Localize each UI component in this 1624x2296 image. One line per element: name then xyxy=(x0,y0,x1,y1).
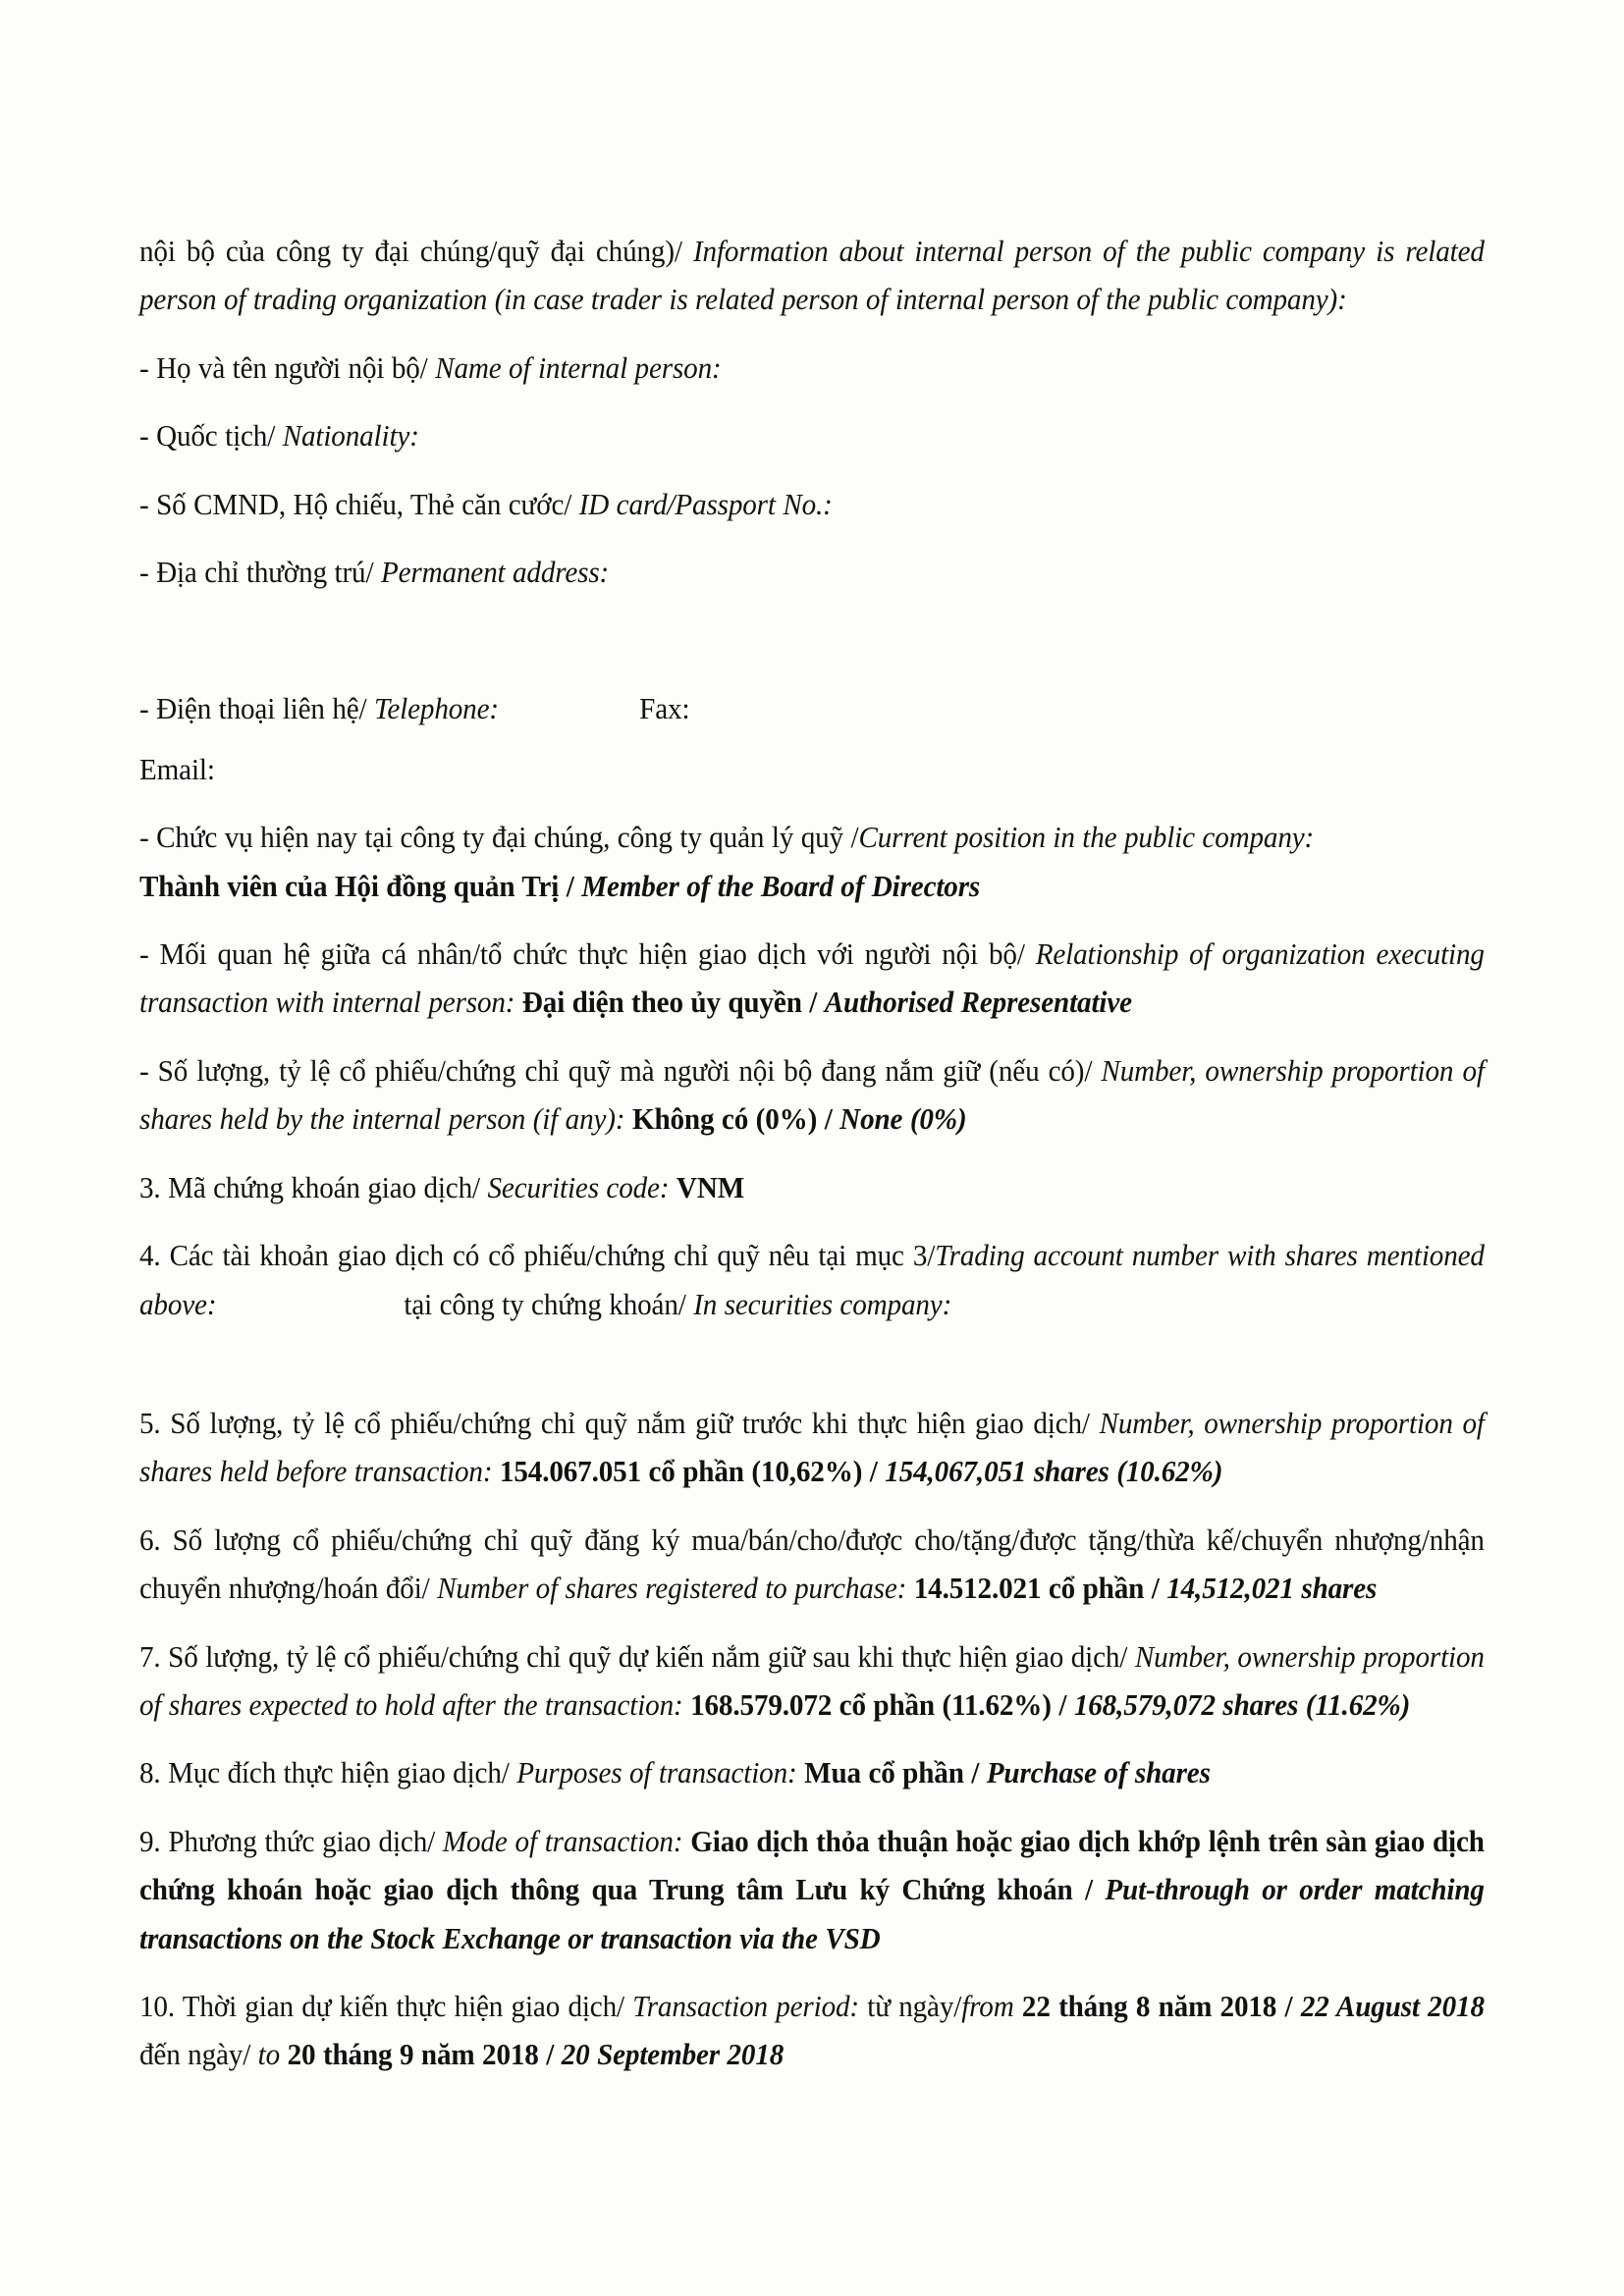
item-8-value-en: Purchase of shares xyxy=(986,1756,1211,1790)
document-body xyxy=(139,228,1485,2100)
field-telephone-vi: - Điện thoại liên hệ/ xyxy=(139,692,367,726)
item-10-to-value-en: 20 September 2018 xyxy=(561,2038,785,2072)
item-6-value-vi: 14.512.021 cổ phần xyxy=(913,1572,1145,1606)
item-9-en: Mode of transaction: xyxy=(435,1824,691,1858)
item-7-number: 7. xyxy=(139,1639,161,1674)
item-5-number: 5. xyxy=(139,1406,161,1440)
item-9-vi: Phương thức giao dịch/ xyxy=(160,1824,436,1858)
item-6-separator: / xyxy=(1144,1572,1167,1606)
item-4-trading-account xyxy=(139,1232,1485,1329)
item-10-to-value-vi: 20 tháng 9 năm 2018 xyxy=(287,2038,539,2072)
item-8-separator: / xyxy=(963,1756,987,1790)
item-10-to-label-en: to xyxy=(250,2038,288,2072)
item-6-shares-registered xyxy=(139,1517,1485,1614)
item-7-shares-after xyxy=(139,1633,1485,1731)
field-nationality-en: Nationality: xyxy=(275,419,419,454)
item-4-number: 4. xyxy=(139,1239,161,1273)
item-3-securities-code xyxy=(139,1164,1485,1212)
field-relationship-value-vi: Đại diện theo ủy quyền xyxy=(521,986,802,1020)
header-paragraph-en: Information about internal person of the public company is related person of trading organization (in case trader is related person of internal person of the public company): xyxy=(139,235,1485,317)
item-10-vi: Thời gian dự kiến thực hiện giao dịch/ xyxy=(174,1989,624,2023)
item-5-separator: / xyxy=(862,1455,886,1489)
item-9-value-vi: Giao dịch thỏa thuận hoặc giao dịch khớp lệnh trên sàn giao dịch chứng khoán hoặc giao dịch thông qua Trung tâm Lưu ký Chứng khoán xyxy=(139,1824,1485,1907)
field-relationship-vi: - Mối quan hệ giữa cá nhân/tổ chức thực hiện giao dịch với người nội bộ/ xyxy=(139,937,1025,972)
field-telephone-en: Telephone: xyxy=(366,692,499,726)
field-current-position-value-en: Member of the Board of Directors xyxy=(581,869,981,903)
item-4-trailing-en: In securities company: xyxy=(685,1287,952,1321)
field-permanent-address xyxy=(139,549,1485,597)
field-internal-person-holdings-en: Number, ownership proportion of shares held by the internal person (if any): xyxy=(139,1053,1485,1137)
field-relationship-value-en: Authorised Representative xyxy=(824,986,1132,1020)
field-email-label: Email: xyxy=(139,752,215,786)
item-8-en: Purposes of transaction: xyxy=(509,1756,805,1790)
field-id-card-en: ID card/Passport No.: xyxy=(571,487,833,521)
field-relationship-separator: / xyxy=(801,986,825,1020)
item-7-value-vi: 168.579.072 cổ phần (11.62%) xyxy=(690,1687,1052,1722)
item-10-from-label-vi: từ ngày/ xyxy=(867,1989,962,2023)
field-internal-person-holdings-separator: / xyxy=(817,1102,840,1137)
item-7-separator: / xyxy=(1051,1687,1074,1722)
field-id-card-vi: - Số CMND, Hộ chiếu, Thẻ căn cước/ xyxy=(139,487,572,521)
item-7-value-en: 168,579,072 shares (11.62%) xyxy=(1073,1687,1411,1722)
field-internal-person-holdings-value-vi: Không có (0%) xyxy=(631,1102,818,1137)
field-name-of-internal-person xyxy=(139,345,1485,393)
field-current-position-value-vi: Thành viên của Hội đồng quản Trị xyxy=(139,869,560,903)
field-name-vi: - Họ và tên người nội bộ/ xyxy=(139,350,428,385)
item-6-en: Number of shares registered to purchase: xyxy=(429,1572,914,1606)
field-id-card xyxy=(139,481,1485,529)
field-relationship-en: Relationship of organization executing transaction with internal person: xyxy=(139,937,1485,1020)
item-10-from-separator: / xyxy=(1276,1989,1301,2023)
item-4-en: Trading account number with shares mentioned above: xyxy=(139,1239,1485,1321)
item-9-number: 9. xyxy=(139,1824,161,1858)
item-10-transaction-period xyxy=(139,1983,1485,2080)
item-5-en: Number, ownership proportion of shares held before transaction: xyxy=(139,1406,1485,1489)
item-7-vi: Số lượng, tỷ lệ cổ phiếu/chứng chỉ quỹ dự kiến nắm giữ sau khi thực hiện giao dịch/ xyxy=(160,1639,1128,1674)
field-telephone xyxy=(139,685,1485,733)
blank-spacer-item4 xyxy=(139,1374,1485,1400)
field-current-position-en: Current position in the public company: xyxy=(858,821,1315,855)
item-6-number: 6. xyxy=(139,1522,161,1557)
field-email xyxy=(139,746,1485,794)
item-8-number: 8. xyxy=(139,1756,161,1790)
item-5-shares-before xyxy=(139,1400,1485,1497)
header-paragraph xyxy=(139,228,1485,325)
item-9-value-en: Put-through or order matching transactions on the Stock Exchange or transaction via the VSD xyxy=(139,1873,1485,1955)
item-10-to-label-vi: đến ngày/ xyxy=(139,2038,251,2072)
item-9-mode xyxy=(139,1818,1485,1963)
header-paragraph-vi: nội bộ của công ty đại chúng/quỹ đại chúng)/ xyxy=(139,235,682,268)
item-10-from-value-en: 22 August 2018 xyxy=(1300,1989,1485,2023)
item-3-vi: Mã chứng khoán giao dịch/ xyxy=(160,1170,480,1204)
item-9-separator: / xyxy=(1072,1873,1106,1907)
field-current-position-separator: / xyxy=(559,869,582,903)
item-10-from-label-en: from xyxy=(961,1989,1022,2023)
item-5-value-en: 154,067,051 shares (10.62%) xyxy=(885,1455,1223,1489)
field-nationality xyxy=(139,412,1485,460)
field-internal-person-holdings xyxy=(139,1047,1485,1145)
item-6-vi: Số lượng cổ phiếu/chứng chỉ quỹ đăng ký mua/bán/cho/được cho/tặng/được tặng/thừa kế/chuyển nhượng/nhận chuyển nhượng/hoán đổi/ xyxy=(139,1522,1485,1606)
blank-spacer-address xyxy=(139,642,1485,685)
field-permanent-address-vi: - Địa chỉ thường trú/ xyxy=(139,556,374,590)
field-nationality-vi: - Quốc tịch/ xyxy=(139,419,276,454)
item-10-en: Transaction period: xyxy=(623,1989,868,2023)
field-permanent-address-en: Permanent address: xyxy=(373,556,610,590)
item-3-number: 3. xyxy=(139,1170,161,1204)
item-7-en: Number, ownership proportion of shares expected to hold after the transaction: xyxy=(139,1639,1485,1722)
item-3-value: VNM xyxy=(676,1170,745,1204)
item-10-from-value-vi: 22 tháng 8 năm 2018 xyxy=(1021,1989,1277,2023)
item-4-trailing-vi: tại công ty chứng khoán/ xyxy=(404,1287,686,1321)
item-8-value-vi: Mua cổ phần xyxy=(804,1756,964,1790)
field-relationship xyxy=(139,931,1485,1028)
field-internal-person-holdings-value-en: None (0%) xyxy=(839,1102,967,1137)
field-current-position-vi: - Chức vụ hiện nay tại công ty đại chúng, công ty quản lý quỹ / xyxy=(139,821,859,855)
item-4-vi: Các tài khoản giao dịch có cổ phiếu/chứng chỉ quỹ nêu tại mục 3/ xyxy=(160,1239,936,1273)
item-6-value-en: 14,512,021 shares xyxy=(1166,1572,1378,1606)
item-10-to-separator: / xyxy=(538,2038,562,2072)
item-8-purpose xyxy=(139,1749,1485,1797)
item-3-en: Securities code: xyxy=(479,1170,677,1204)
item-10-number: 10. xyxy=(139,1989,175,2023)
field-name-en: Name of internal person: xyxy=(427,350,722,385)
field-internal-person-holdings-vi: - Số lượng, tỷ lệ cổ phiếu/chứng chỉ quỹ mà người nội bộ đang nắm giữ (nếu có)/ xyxy=(139,1053,1093,1088)
item-8-vi: Mục đích thực hiện giao dịch/ xyxy=(160,1756,510,1790)
field-current-position xyxy=(139,814,1485,911)
field-fax-label: Fax: xyxy=(639,692,690,726)
item-5-vi: Số lượng, tỷ lệ cổ phiếu/chứng chỉ quỹ nắm giữ trước khi thực hiện giao dịch/ xyxy=(160,1406,1090,1440)
item-5-value-vi: 154.067.051 cổ phần (10,62%) xyxy=(499,1455,863,1489)
